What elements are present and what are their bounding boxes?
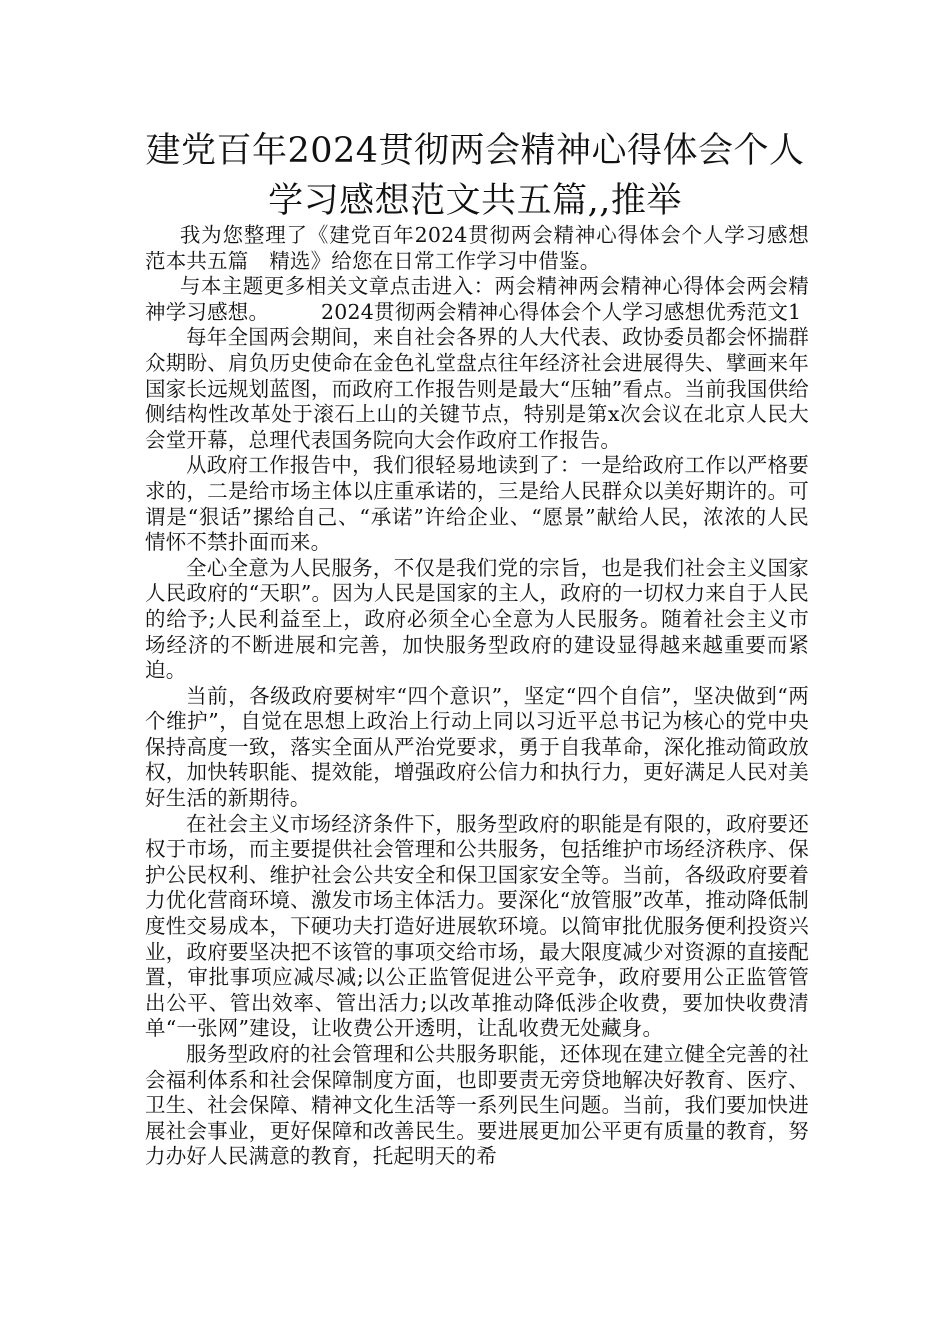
paragraph: 从政府工作报告中，我们很轻易地读到了：一是给政府工作以严格要求的，二是给市场主体以庄重承诺的，三是给人民群众以美好期许的。可谓是“狠话”摞给自己、“承诺”许给企业、“愿景”献给人民，浓浓的人民情怀不禁扑面而来。: [145, 453, 809, 555]
paragraph: 在社会主义市场经济条件下，服务型政府的职能是有限的，政府要还权于市场，而主要提供社会管理和公共服务，包括维护市场经济秩序、保护公民权利、维护社会公共安全和保卫国家安全等。当前，各级政府要着力优化营商环境、激发市场主体活力。要深化“放管服”改革，推动降低制度性交易成本，下硬功夫打造好进展软环境。以简审批优服务便利投资兴业，政府要坚决把不该管的事项交给市场，最大限度减少对资源的直接配置，审批事项应减尽减;以公正监管促进公平竞争，政府要用公正监管管出公平、管出效率、管出活力;以改革推动降低涉企收费，要加快收费清单“一张网”建设，让收费公开透明，让乱收费无处藏身。: [145, 811, 809, 1041]
paragraph: 当前，各级政府要树牢“四个意识”，坚定“四个自信”，坚决做到“两个维护”，自觉在思想上政治上行动上同以习近平总书记为核心的党中央保持高度一致，落实全面从严治党要求，勇于自我革命，深化推动简政放权，加快转职能、提效能，增强政府公信力和执行力，更好满足人民对美好生活的新期待。: [145, 683, 809, 811]
paragraph-related-links: 与本主题更多相关文章点击进入：两会精神两会精神心得体会两会精神学习感想。 2024贯彻两会精神心得体会个人学习感想优秀范文1: [145, 274, 809, 324]
document-title: 建党百年2024贯彻两会精神心得体会个人学习感想范文共五篇,,推举: [145, 131, 805, 221]
paragraph: 全心全意为人民服务，不仅是我们党的宗旨，也是我们社会主义国家人民政府的“天职”。因为人民是国家的主人，政府的一切权力来自于人民的给予;人民利益至上，政府必须全心全意为人民服务。随着社会主义市场经济的不断进展和完善，加快服务型政府的建设显得越来越重要而紧迫。: [145, 555, 809, 683]
paragraph: 每年全国两会期间，来自社会各界的人大代表、政协委员都会怀揣群众期盼、肩负历史使命在金色礼堂盘点往年经济社会进展得失、擘画来年国家长远规划蓝图，而政府工作报告则是最大“压轴”看点。当前我国供给侧结构性改革处于滚石上山的关键节点，特别是第x次会议在北京人民大会堂开幕，总理代表国务院向大会作政府工作报告。: [145, 325, 809, 452]
paragraph: 服务型政府的社会管理和公共服务职能，还体现在建立健全完善的社会福利体系和社会保障制度方面，也即要责无旁贷地解决好教育、医疗、卫生、社会保障、精神文化生活等一系列民生问题。当前，我们要加快进展社会事业，更好保障和改善民生。要进展更加公平更有质量的教育，努力办好人民满意的教育，托起明天的希: [145, 1042, 809, 1169]
document-body: [145, 223, 809, 1170]
paragraph-intro: 我为您整理了《建党百年2024贯彻两会精神心得体会个人学习感想范本共五篇 精选》给您在日常工作学习中借鉴。: [145, 223, 809, 273]
